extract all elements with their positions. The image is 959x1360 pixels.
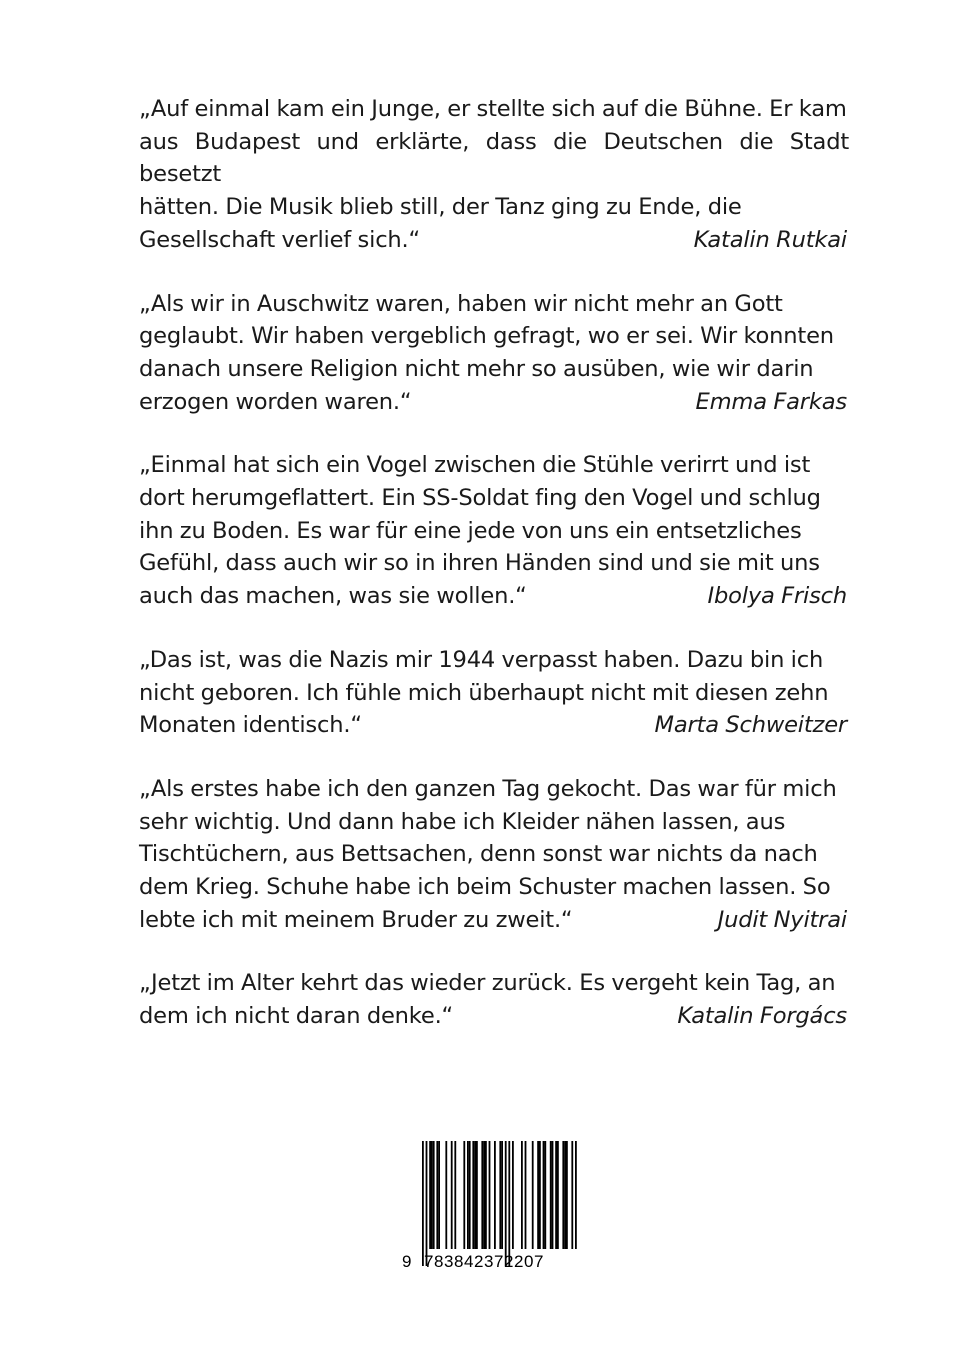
barcode-bar	[543, 1141, 545, 1249]
quote-author: Katalin Rutkai	[693, 226, 847, 253]
quote-line: „Einmal hat sich ein Vogel zwischen die Stühle verirrt und ist	[139, 452, 811, 479]
barcode-bar	[454, 1141, 456, 1249]
barcode-bar	[555, 1141, 557, 1249]
barcode-guard-bar	[508, 1141, 510, 1266]
barcode-bar	[539, 1141, 541, 1249]
barcode-bar	[564, 1141, 566, 1249]
barcode-bar	[429, 1141, 431, 1249]
barcode-bar	[469, 1141, 471, 1249]
barcode-bar	[485, 1141, 487, 1249]
barcode-bar	[552, 1141, 554, 1249]
barcode-bar	[438, 1141, 440, 1249]
quote-last-line	[139, 224, 849, 257]
quote-author: Judit Nyitrai	[717, 906, 847, 933]
quote-line: dem ich nicht daran denke.“	[139, 1003, 454, 1030]
barcode-bar	[499, 1141, 501, 1249]
quote-line: dort herumgeflattert. Ein SS-Soldat fing den Vogel und schlug	[139, 485, 821, 512]
barcode-bar	[571, 1141, 573, 1249]
barcode-bar	[481, 1141, 483, 1249]
barcode-bar	[436, 1141, 438, 1249]
quote-block	[139, 967, 849, 1032]
quote-line: ihn zu Boden. Es war für eine jede von uns ein entsetzliches	[139, 517, 802, 544]
barcode-bar	[575, 1141, 577, 1249]
barcode-bar	[512, 1141, 514, 1249]
quote-last-line	[139, 904, 849, 937]
barcode-bar	[463, 1141, 465, 1249]
barcode-bar	[431, 1141, 433, 1249]
barcode-bar	[550, 1141, 552, 1249]
quote-line: Monaten identisch.“	[139, 712, 362, 739]
quote-block	[139, 449, 849, 613]
quote-line: aus Budapest und erklärte, dass die Deutschen die Stadt besetzt	[139, 128, 849, 188]
quote-line: „Als wir in Auschwitz waren, haben wir nicht mehr an Gott	[139, 290, 783, 317]
quote-line: Gefühl, dass auch wir so in ihren Händen sind und sie mit uns	[139, 550, 820, 577]
isbn-lead-digit: 9	[402, 1252, 412, 1271]
quote-line: geglaubt. Wir haben vergeblich gefragt, wo er sei. Wir konnten	[139, 323, 834, 350]
barcode-bar	[476, 1141, 478, 1249]
barcode-bar	[521, 1141, 523, 1249]
isbn-barcode	[402, 1141, 582, 1274]
barcode-bar	[566, 1141, 568, 1249]
isbn-number: 783842372207	[424, 1252, 545, 1271]
quote-line: „Das ist, was die Nazis mir 1944 verpasst haben. Dazu bin ich	[139, 646, 824, 673]
quote-line: danach unsere Religion nicht mehr so ausüben, wie wir darin	[139, 355, 814, 382]
quote-line: Gesellschaft verlief sich.“	[139, 226, 421, 253]
quote-line: auch das machen, was sie wollen.“	[139, 583, 527, 610]
quote-line: sehr wichtig. Und dann habe ich Kleider nähen lassen, aus	[139, 808, 786, 835]
quote-block	[139, 288, 849, 419]
quote-block	[139, 93, 849, 257]
barcode-bar	[483, 1141, 485, 1249]
barcode-bar	[525, 1141, 527, 1249]
quote-last-line	[139, 709, 849, 742]
barcode-bar	[451, 1141, 453, 1249]
quote-author: Marta Schweitzer	[654, 712, 847, 739]
quote-line: dem Krieg. Schuhe habe ich beim Schuster machen lassen. So	[139, 874, 831, 901]
barcode-bar	[467, 1141, 469, 1249]
quote-block	[139, 773, 849, 937]
barcode-bar	[445, 1141, 447, 1249]
quote-author: Katalin Forgács	[677, 1003, 847, 1030]
quote-author: Ibolya Frisch	[707, 583, 847, 610]
quote-line: hätten. Die Musik blieb still, der Tanz ging zu Ende, die	[139, 194, 742, 221]
barcode-bar	[544, 1141, 546, 1249]
barcode-bar	[433, 1141, 435, 1249]
barcode-bar	[472, 1141, 474, 1249]
barcode-guard-bar	[505, 1141, 507, 1266]
quote-line: lebte ich mit meinem Bruder zu zweit.“	[139, 906, 573, 933]
barcode-guard-bar	[426, 1141, 428, 1266]
quote-last-line	[139, 1000, 849, 1033]
quote-block	[139, 644, 849, 742]
quote-line: nicht geboren. Ich fühle mich überhaupt nicht mit diesen zehn	[139, 679, 829, 706]
barcode-bar	[557, 1141, 559, 1249]
barcode-bar	[494, 1141, 496, 1249]
quote-line: erzogen worden waren.“	[139, 388, 412, 415]
barcode-bar	[474, 1141, 476, 1249]
quote-line: Tischtüchern, aus Bettsachen, denn sonst war nichts da nach	[139, 841, 818, 868]
barcode-bars	[402, 1141, 582, 1269]
quote-line: „Als erstes habe ich den ganzen Tag gekocht. Das war für mich	[139, 775, 837, 802]
barcode-guard-bar	[422, 1141, 424, 1266]
quote-line: „Jetzt im Alter kehrt das wieder zurück. Es vergeht kein Tag, an	[139, 970, 836, 997]
barcode-bar	[501, 1141, 503, 1249]
quote-last-line	[139, 386, 849, 419]
barcode-bar	[532, 1141, 534, 1249]
quote-last-line	[139, 580, 849, 613]
barcode-bar	[562, 1141, 564, 1249]
quotes-section	[139, 93, 849, 1064]
barcode-bar	[489, 1141, 491, 1249]
quote-author: Emma Farkas	[695, 388, 847, 415]
quote-line: „Auf einmal kam ein Junge, er stellte sich auf die Bühne. Er kam	[139, 96, 847, 122]
barcode-bar	[537, 1141, 539, 1249]
